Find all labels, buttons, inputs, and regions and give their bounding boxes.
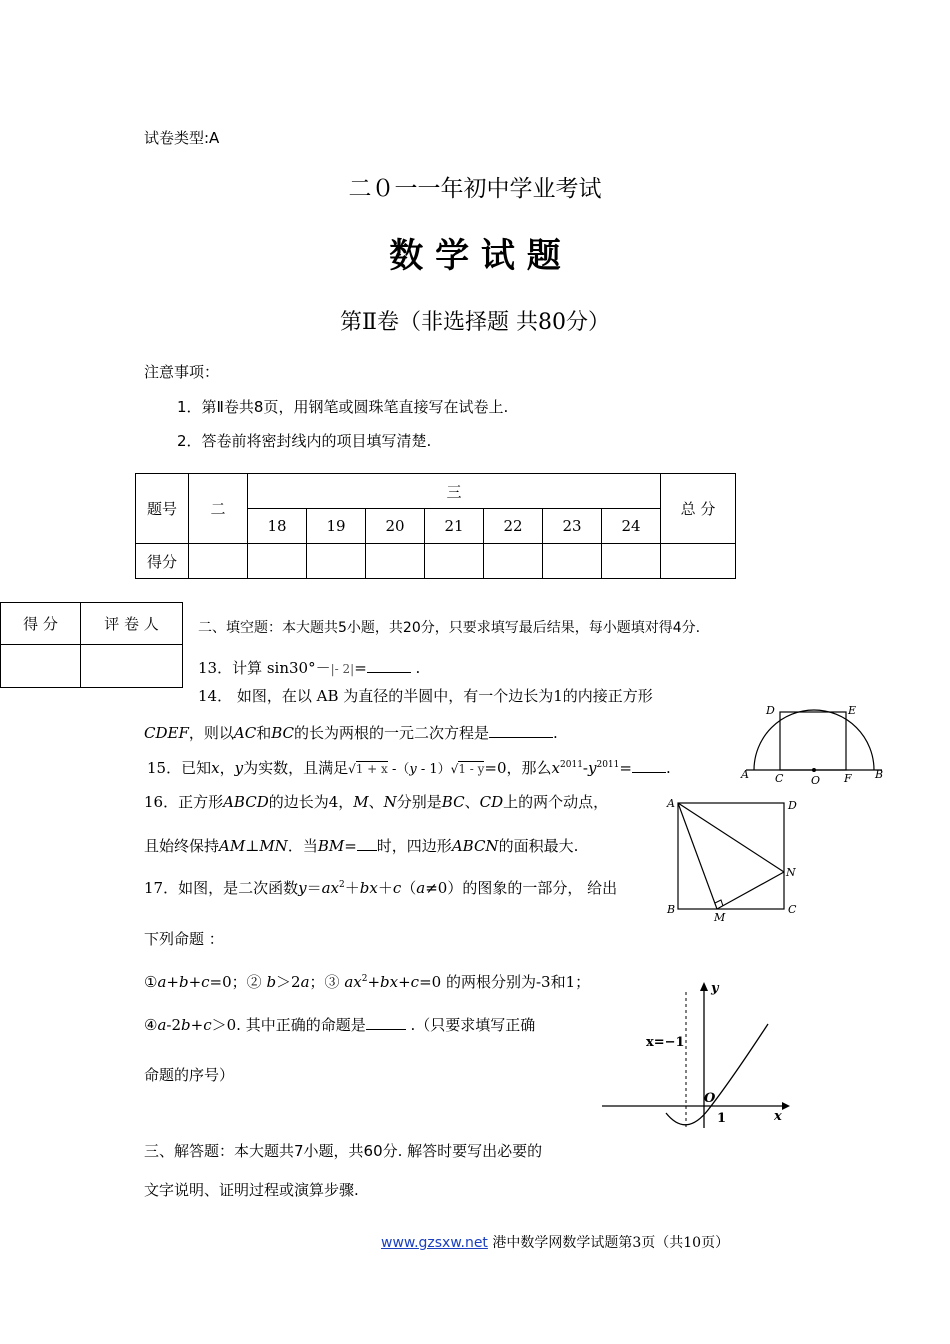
grader-score-label: 得 分 (1, 603, 81, 645)
score-table-q20: 20 (366, 509, 425, 544)
label-C: C (788, 903, 797, 916)
grader-score-cell[interactable] (1, 645, 81, 688)
label-C: C (775, 772, 784, 785)
label-D: D (788, 799, 797, 812)
score-table-q23: 23 (543, 509, 602, 544)
q15-answer-blank[interactable] (632, 758, 666, 773)
question-17-line4: ④a-2b+c＞0. 其中正确的命题是 .（只要求填写正确 (144, 1016, 536, 1034)
question-17-line5: 命题的序号） (144, 1066, 235, 1084)
label-F: F (844, 772, 852, 785)
score-table-q19: 19 (307, 509, 366, 544)
grader-name-label: 评 卷 人 (81, 603, 183, 645)
label-D: D (766, 704, 775, 717)
question-15: 15．已知x，y为实数，且满足√1 + x -（y - 1）√1 - y=0，那么$x^{2011}-y^{2011}=$ . (147, 759, 671, 777)
score-cell[interactable] (602, 544, 661, 579)
q17-answer-blank[interactable] (366, 1015, 406, 1030)
grader-table (0, 602, 183, 688)
score-table-q21: 21 (425, 509, 484, 544)
footer-text: 港中数学网数学试题第3页（共10页） (487, 1235, 730, 1251)
label-O: O (811, 774, 821, 787)
score-cell[interactable] (543, 544, 602, 579)
score-cell[interactable] (484, 544, 543, 579)
score-cell[interactable] (661, 544, 736, 579)
label-A: A (741, 768, 749, 781)
part3-heading-line1: 三、解答题：本大题共7小题，共60分. 解答时要写出必要的 (144, 1142, 543, 1160)
question-13: 13．计算 sin30°－|- 2|= . (198, 659, 421, 677)
section-title: 第Ⅱ卷（非选择题 共80分） (340, 310, 610, 335)
question-14-line2: CDEF，则以AC和BC的长为两根的一元二次方程是 . (144, 724, 558, 742)
score-table-score-label: 得分 (136, 544, 189, 579)
axis-y-label: y (711, 981, 719, 996)
label-B: B (875, 768, 884, 781)
q14-answer-blank[interactable] (489, 723, 553, 738)
notes-title: 注意事项： (144, 363, 220, 381)
origin-label: O (704, 1091, 716, 1106)
square-figure (662, 795, 802, 923)
footer (381, 1232, 729, 1252)
score-table-part3: 三 (248, 474, 661, 509)
note-item-2: 2．答卷前将密封线内的项目填写清楚. (177, 432, 432, 450)
score-table-total: 总 分 (661, 474, 736, 544)
semicircle-figure (738, 700, 888, 790)
question-17-line2: 下列命题 ： (144, 930, 224, 948)
label-A: A (667, 797, 675, 810)
exam-type: 试卷类型:A (144, 129, 220, 147)
question-16-line1: 16．正方形ABCD的边长为4，M、N分别是BC、CD上的两个动点， (144, 793, 609, 811)
parabola-figure (598, 978, 798, 1138)
label-B: B (667, 903, 676, 916)
label-N: N (786, 866, 796, 879)
score-table-q22: 22 (484, 509, 543, 544)
score-table-q18: 18 (248, 509, 307, 544)
q16-answer-blank[interactable] (357, 836, 377, 851)
note-item-1: 1．第Ⅱ卷共8页，用钢笔或圆珠笔直接写在试卷上. (177, 398, 509, 416)
line-label: x=−1 (646, 1035, 685, 1050)
question-17-line1: 17．如图，是二次函数$y=ax^2+bx+c(a\ne 0)$的图象的一部分， 给出 (144, 879, 618, 897)
question-17-line3: ①a+b+c=0；② b＞2a；③ $ax^2+bx+c=0$ 的两根分别为-3和1； (144, 973, 591, 991)
score-table (135, 473, 736, 579)
grader-name-cell[interactable] (81, 645, 183, 688)
question-14-line1: 14． 如图，在以 AB 为直径的半圆中，有一个边长为1的内接正方形 (198, 687, 653, 705)
score-cell[interactable] (248, 544, 307, 579)
part2-heading: 二、填空题：本大题共5小题，共20分，只要求填写最后结果，每小题填对得4分. (198, 620, 701, 636)
part3-heading-line2: 文字说明、证明过程或演算步骤. (144, 1181, 359, 1199)
score-cell[interactable] (189, 544, 248, 579)
one-label: 1 (717, 1111, 727, 1126)
label-E: E (848, 704, 857, 717)
score-cell[interactable] (307, 544, 366, 579)
score-cell[interactable] (366, 544, 425, 579)
axis-x-label: x (774, 1109, 782, 1124)
label-M: M (714, 911, 726, 923)
score-table-question-label: 题号 (136, 474, 189, 544)
score-table-q24: 24 (602, 509, 661, 544)
exam-name: 二０一一年初中学业考试 (348, 176, 602, 202)
subject-title: 数 学 试 题 (389, 236, 561, 276)
q13-answer-blank[interactable] (367, 658, 411, 673)
score-cell[interactable] (425, 544, 484, 579)
score-table-part2: 二 (189, 474, 248, 544)
question-16-line2: 且始终保持AM⊥MN．当BM= 时，四边形ABCN的面积最大. (144, 837, 579, 855)
footer-link[interactable]: www.gzsxw.net (381, 1235, 488, 1251)
